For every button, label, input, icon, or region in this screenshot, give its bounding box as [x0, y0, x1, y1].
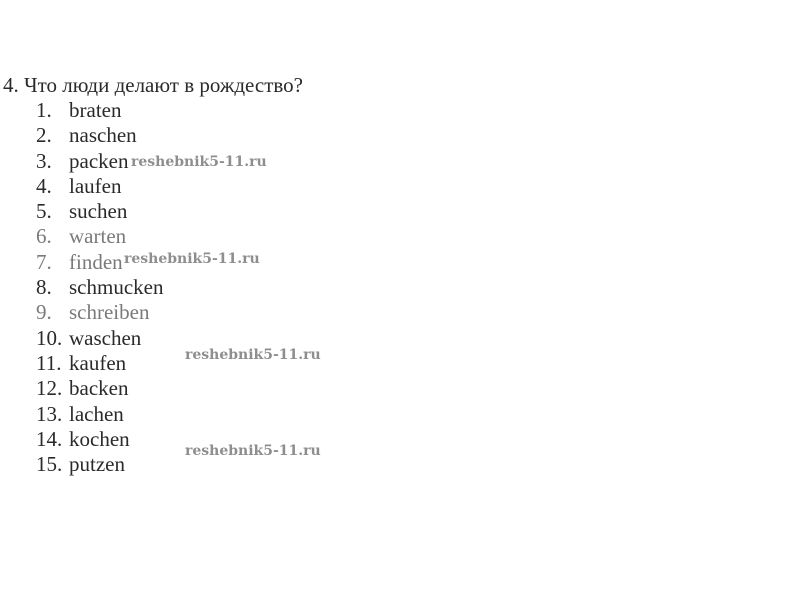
item-word: naschen	[69, 123, 137, 148]
list-item	[36, 402, 163, 427]
item-word: schreiben	[69, 300, 150, 325]
list-item	[36, 98, 163, 123]
item-word: waschen	[69, 325, 142, 350]
list-item	[36, 224, 163, 249]
item-number: 12.	[36, 376, 63, 401]
watermark-text: reshebnik5-11.ru	[185, 443, 321, 459]
item-word: putzen	[69, 452, 125, 477]
item-word: kaufen	[69, 350, 127, 375]
list-item	[36, 351, 163, 376]
item-number: 5.	[36, 199, 52, 224]
item-word: laufen	[69, 173, 122, 198]
item-number: 3.	[36, 148, 52, 173]
item-number: 7.	[36, 249, 52, 274]
item-word: suchen	[69, 199, 128, 224]
item-number: 8.	[36, 275, 52, 300]
question-heading: 4. Что люди делают в рождество?	[3, 73, 303, 97]
list-item	[36, 199, 163, 224]
list-item	[36, 123, 163, 148]
item-number: 1.	[36, 98, 52, 122]
item-word: packen	[69, 148, 129, 173]
list-item	[36, 300, 163, 325]
item-word: braten	[69, 98, 122, 122]
list-item	[36, 452, 163, 477]
item-word: backen	[69, 376, 129, 401]
watermark-text: reshebnik5-11.ru	[131, 154, 267, 170]
watermark-text: reshebnik5-11.ru	[185, 347, 321, 363]
item-word: schmucken	[69, 275, 164, 300]
item-word: finden	[69, 249, 123, 274]
item-number: 6.	[36, 224, 52, 249]
item-number: 9.	[36, 300, 52, 325]
list-item	[36, 326, 163, 351]
item-number: 2.	[36, 123, 52, 148]
item-word: kochen	[69, 426, 130, 451]
item-word: warten	[69, 224, 127, 249]
item-number: 13.	[36, 401, 63, 426]
list-item	[36, 376, 163, 401]
list-item	[36, 275, 163, 300]
item-number: 15.	[36, 452, 63, 477]
watermark-text: reshebnik5-11.ru	[124, 251, 260, 267]
item-word: lachen	[69, 401, 124, 426]
item-number: 11.	[36, 350, 62, 375]
item-number: 4.	[36, 173, 52, 198]
list-item	[36, 427, 163, 452]
list-item	[36, 174, 163, 199]
item-number: 10.	[36, 325, 63, 350]
item-number: 14.	[36, 426, 63, 451]
